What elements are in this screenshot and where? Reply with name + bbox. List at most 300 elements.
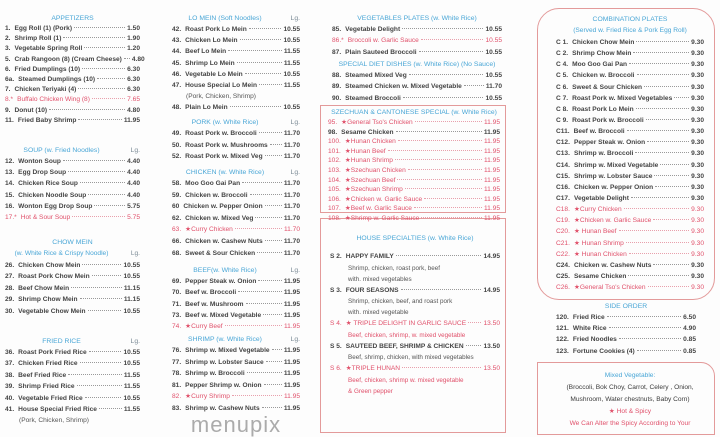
item-number: S 4. [330, 320, 342, 327]
item-number: 16. [5, 202, 15, 210]
dot-leader [232, 395, 282, 396]
section-fried-rice [5, 335, 140, 427]
dot-leader [272, 349, 282, 350]
section-header [5, 335, 140, 347]
dot-leader [225, 325, 282, 326]
dot-leader [240, 39, 282, 40]
item-number: C22. [556, 250, 570, 258]
item-name: Chicken w. Mixed Veg [185, 214, 254, 222]
item-number: S 3. [330, 286, 342, 294]
item-number: 74. [172, 323, 182, 331]
dot-leader [264, 384, 282, 385]
menu-item [556, 70, 704, 81]
menu-item [332, 24, 502, 35]
menu-item [5, 34, 140, 44]
item-name: Chicken w. Pepper Onion [183, 203, 263, 211]
item-number: C19. [556, 217, 570, 225]
item-name: Chicken Lo Mein [185, 37, 238, 45]
dot-leader [409, 74, 484, 75]
item-name: Sweet & Sour Chicken [185, 249, 256, 257]
menu-item [172, 69, 300, 80]
item-price: 11.95 [483, 166, 500, 174]
menu-item [556, 171, 704, 182]
menu-item [5, 156, 140, 167]
item-number: C 5. [556, 72, 569, 80]
item-price: 9.30 [691, 228, 704, 236]
item-number: 78. [172, 370, 182, 377]
item-price: 11.95 [483, 147, 500, 155]
item-name: Sesame Chicken [341, 128, 394, 136]
item-price: 10.55 [123, 262, 140, 269]
dot-leader [88, 194, 125, 195]
menu-item [328, 204, 500, 214]
dot-leader [247, 372, 282, 373]
item-price: 11.95 [283, 370, 300, 377]
dot-leader [266, 361, 282, 362]
item-number: 28. [5, 284, 15, 292]
item-name: Chicken w. Broccoli [185, 191, 248, 199]
item-name: Wonton Soup [18, 158, 61, 165]
item-price: 11.55 [283, 81, 300, 89]
item-description: with. mixed vegetable [348, 309, 409, 316]
item-number: 73. [172, 311, 182, 319]
section-title: APPETIZERS [51, 14, 94, 22]
item-number: C20. [556, 228, 570, 236]
item-price: 5.75 [127, 213, 140, 221]
item-name: ★Shrimp w. Garlic Sauce [344, 214, 420, 222]
dot-leader [421, 39, 484, 40]
item-number: 2. [5, 35, 11, 43]
menu-item [5, 190, 140, 201]
item-number: 122. [556, 336, 569, 344]
menu-item [172, 128, 300, 140]
section-title: VEGETABLES PLATES (w. White Rice) [357, 14, 477, 22]
dot-leader [415, 121, 482, 122]
item-number: C24. [556, 261, 570, 269]
item-price: 4.40 [127, 169, 140, 177]
item-price: 0.85 [683, 347, 696, 355]
dot-leader [230, 106, 282, 107]
dot-leader [627, 130, 690, 131]
menu-item [5, 201, 140, 212]
item-name: Shrimp w. Lobster Sauce [573, 172, 653, 180]
item-name: ★Curry Beef [185, 323, 223, 331]
item-number: 89. [332, 83, 342, 91]
item-number: C 2. [556, 50, 569, 58]
dot-leader [72, 216, 125, 217]
item-name: Egg Drop Soup [18, 169, 67, 177]
menu-item [5, 347, 140, 358]
item-number: C26. [556, 284, 570, 292]
item-name: Beef w. Broccoli [185, 289, 237, 297]
item-name: Shrimp w. Mixed Vegetable [185, 347, 270, 354]
section-header [330, 225, 500, 251]
item-price: 6.30 [127, 65, 140, 73]
dot-leader [402, 28, 483, 29]
dot-leader [637, 74, 690, 75]
mixed-vegetable-line: Mushroom, Water chestnuts, Baby Corn) [570, 396, 690, 403]
item-price: 14.95 [483, 253, 500, 260]
dot-leader [124, 58, 130, 59]
menu-item [172, 299, 300, 310]
item-name: Broccoli w. Garlic Sauce [347, 37, 419, 45]
item-number: 39. [5, 383, 15, 391]
item-name: ★TRIPLE HUNAN [345, 365, 401, 372]
item-name: House Special Fried Rice [18, 405, 97, 413]
menu-item [5, 271, 140, 282]
item-number: 104. [328, 176, 341, 184]
item-price: 10.55 [485, 94, 502, 102]
menu-item [172, 102, 300, 113]
menu-item [172, 178, 300, 190]
item-price: 11.95 [283, 289, 300, 297]
item-price: 11.70 [283, 180, 300, 187]
item-price: 9.30 [691, 105, 704, 113]
item-price: 11.95 [483, 205, 500, 213]
item-name: Chicken w. Pepper Onion [573, 183, 654, 191]
menu-item [556, 260, 704, 271]
item-number: S 2. [330, 253, 342, 260]
item-price: 9.30 [691, 272, 704, 280]
item-price: 11.95 [283, 278, 300, 285]
item-name: Pepper Steak w. Onion [185, 278, 257, 285]
dot-leader [259, 84, 282, 85]
menu-item [5, 55, 145, 65]
mixed-vegetable-line: (Broccoli, Bok Choy, Carrot, Celery , Onion, [566, 384, 694, 391]
section-chow-mein [5, 236, 140, 317]
dot-leader [270, 144, 282, 145]
menu-item [330, 363, 500, 375]
item-number: 106. [328, 195, 341, 203]
item-name: Sweet & Sour Chicken [572, 83, 643, 91]
section-header [172, 12, 300, 24]
item-number: 14. [5, 180, 15, 188]
item-number: 60 [172, 203, 180, 211]
section-title: PORK (w. White Rice) [191, 118, 259, 126]
dot-leader [402, 367, 481, 368]
dot-leader [257, 252, 282, 253]
section-title: SZECHUAN & CANTONESE SPECIAL (w. White Rice) [331, 108, 497, 116]
dot-leader [99, 408, 122, 409]
menu-item [330, 251, 500, 263]
section-header [5, 236, 140, 248]
item-number: 95. [328, 119, 338, 126]
dot-leader [92, 98, 125, 99]
item-number: 1. [5, 25, 11, 32]
dot-leader [78, 119, 121, 120]
section-header [556, 300, 696, 312]
menu-item [5, 65, 140, 75]
item-name: Egg Roll (1) (Pork) [14, 25, 73, 32]
item-price: 6.50 [683, 314, 696, 321]
item-price: 11.70 [283, 214, 300, 222]
dot-leader [674, 97, 689, 98]
item-name: Fried Dumplings (10) [14, 65, 81, 73]
item-name: Shrimp w. Broccoli [573, 150, 634, 158]
item-price: 11.55 [283, 59, 300, 67]
item-price: 11.55 [123, 405, 140, 413]
item-price: 9.30 [691, 217, 704, 225]
item-name: Crab Rangoon (8) (Cream Cheese) [14, 55, 122, 63]
dot-leader [97, 78, 125, 79]
menu-item [172, 380, 300, 392]
menu-item [332, 70, 502, 81]
mixed-vegetable-title: Mixed Vegetable: [604, 372, 656, 379]
item-price: 10.55 [283, 26, 300, 33]
item-name: Roast Pork w. Broccoli [572, 116, 644, 124]
dot-leader [607, 316, 681, 317]
section-side-order [556, 300, 696, 357]
section-title: CHOW MEIN [52, 238, 93, 246]
item-number: 102. [328, 157, 341, 165]
dot-leader [626, 242, 689, 243]
menu-item [556, 323, 696, 334]
item-name: Chicken Chow Mein [18, 262, 81, 269]
section-title: FRIED RICE [42, 337, 81, 345]
dot-leader [660, 164, 689, 165]
item-number: 108. [328, 214, 341, 222]
item-name: Roast Pork w. Broccoli [185, 130, 257, 137]
dot-leader [84, 47, 125, 48]
menu-item [5, 167, 140, 178]
dot-leader [245, 73, 282, 74]
item-price: 11.70 [283, 249, 300, 257]
item-price: 11.55 [283, 48, 300, 56]
item-name: Fried Noodles [572, 336, 617, 344]
section-header [332, 58, 502, 70]
dot-leader [648, 286, 690, 287]
item-number: 26. [5, 262, 15, 269]
dot-leader [265, 240, 282, 241]
item-price: 11.95 [483, 119, 500, 126]
menu-item [556, 215, 704, 226]
dot-leader [646, 119, 689, 120]
menu-item [172, 224, 300, 236]
size-label: Lg. [290, 335, 300, 343]
dot-leader [94, 205, 125, 206]
item-number: C16. [556, 183, 570, 191]
item-price: 1.90 [127, 35, 140, 43]
item-name: ★Curry Shrimp [185, 393, 230, 400]
dot-leader [85, 397, 122, 398]
item-name: ★Curry Chicken [573, 206, 622, 214]
size-label: Lg. [290, 168, 300, 176]
menu-item [5, 106, 140, 116]
item-number: 69. [172, 278, 182, 285]
item-price: 9.30 [691, 94, 704, 102]
item-name: Fortune Cookies (4) [572, 347, 635, 355]
item-number: 59. [172, 191, 182, 199]
menu-item [556, 282, 704, 293]
item-number: 44. [172, 48, 182, 56]
menu-item [332, 93, 502, 104]
item-price: 11.55 [123, 371, 140, 379]
dot-leader [68, 171, 125, 172]
item-price: 7.65 [127, 96, 140, 104]
item-number: 48. [172, 104, 182, 112]
menu-item [172, 368, 300, 380]
item-number: S 5. [330, 342, 342, 350]
dot-leader [255, 217, 281, 218]
dot-leader [629, 253, 689, 254]
item-name: Roast Pork w. Mixed Veg [185, 153, 263, 160]
item-name: Roast Pork Lo Mein [572, 105, 634, 113]
dot-leader [654, 175, 689, 176]
menu-item [328, 166, 500, 176]
item-price: 11.95 [483, 186, 500, 194]
item-name: ★Hunan Beef [344, 147, 386, 155]
menu-item [556, 182, 704, 193]
item-price: 13.50 [483, 342, 500, 350]
item-price: 9.30 [691, 139, 704, 147]
menu-item [556, 204, 704, 215]
item-number: 43. [172, 37, 182, 45]
item-price: 11.15 [123, 284, 140, 292]
section-combination [556, 13, 704, 293]
dot-leader [228, 50, 282, 51]
item-price: 9.30 [691, 239, 704, 247]
item-price: 11.70 [283, 203, 300, 211]
item-price: 4.90 [683, 325, 696, 333]
item-name: Plain Lo Mein [185, 104, 228, 112]
menu-item [332, 35, 502, 46]
menu-item [330, 318, 500, 330]
item-price: 9.30 [691, 61, 704, 69]
menu-item [328, 156, 500, 166]
item-name: ★General Tso's Chicken [341, 119, 413, 126]
section-title: SHRIMP (w. White Rice) [188, 335, 262, 343]
item-price: 11.70 [283, 191, 300, 199]
item-number: 30. [5, 307, 15, 315]
section-title: CHICKEN (w. White Rice) [185, 168, 265, 176]
section-header [556, 13, 704, 25]
menu-item [328, 118, 500, 128]
item-number: 85. [332, 26, 342, 33]
item-name: Fried Rice [572, 314, 605, 321]
item-number: 70. [172, 289, 182, 297]
item-price: 11.70 [283, 153, 300, 160]
menu-item [172, 357, 300, 369]
item-price: 14.95 [483, 286, 500, 294]
item-price: 1.20 [127, 45, 140, 53]
menu-item [5, 178, 140, 189]
dot-leader [49, 109, 125, 110]
item-name: White Rice [572, 325, 607, 333]
item-name: SAUTEED BEEF, SHRIMP & CHICKEN [345, 342, 464, 350]
item-price: 11.95 [483, 176, 500, 184]
item-price: 9.30 [691, 183, 704, 191]
dot-leader [237, 62, 282, 63]
menu-item [5, 95, 140, 105]
dot-leader [92, 275, 122, 276]
dot-leader [80, 362, 122, 363]
menu-item [332, 81, 502, 92]
section-title: SIDE ORDER [604, 302, 648, 310]
dot-leader [395, 159, 482, 160]
item-price: 11.95 [283, 323, 300, 331]
section-title: SPECIAL DIET DISHES (w. White Rice) (No Sauce) [338, 60, 496, 68]
menu-item [556, 160, 704, 171]
item-number: 90. [332, 94, 342, 102]
dot-leader [259, 132, 282, 133]
menupix-watermark: menupix [190, 412, 282, 437]
item-name: Roast Pork Fried Rice [18, 349, 87, 356]
item-number: 40. [5, 394, 15, 402]
item-name: Shrimp w. Lobster Sauce [185, 358, 264, 366]
menu-item [172, 140, 300, 152]
menu-item [328, 195, 500, 205]
menu-item [172, 201, 300, 213]
item-price: 4.40 [127, 180, 140, 188]
item-number: C 6. [556, 83, 569, 91]
item-price: 11.95 [483, 195, 500, 203]
item-name: Steamed Dumplings (10) [18, 75, 96, 83]
section-vegetable-plates [332, 12, 502, 58]
item-name: ★General Tso's Chicken [573, 284, 646, 292]
menu-item [556, 126, 704, 137]
item-name: ★Szechuan Shrimp [344, 186, 403, 194]
menu-item [328, 185, 500, 195]
item-price: 11.95 [283, 358, 300, 366]
item-price: 9.30 [691, 150, 704, 158]
item-name: Fried Baby Shrimp [17, 116, 77, 124]
dot-leader [71, 287, 122, 288]
menu-item [5, 294, 140, 305]
item-name: ★ TRIPLE DELIGHT IN GARLIC SAUCE [345, 320, 467, 327]
item-price: 9.30 [691, 128, 704, 136]
item-name: Vegetable Delight [573, 194, 629, 202]
item-number: C12. [556, 139, 570, 147]
section-soup [5, 144, 140, 223]
menu-item [556, 37, 704, 48]
item-name: ★Beef w. Garlic Sauce [344, 205, 412, 213]
item-name: Shrimp w. Cashew Nuts [185, 404, 260, 412]
menu-item [172, 248, 300, 260]
dot-leader [421, 217, 482, 218]
dot-leader [635, 152, 689, 153]
item-number: 120. [556, 314, 569, 321]
item-name: Chicken Chow Mein [572, 39, 635, 46]
item-price: 11.95 [483, 214, 500, 222]
item-price: 10.55 [485, 26, 502, 33]
item-number: 83. [172, 404, 182, 412]
item-number: C13. [556, 150, 570, 158]
dot-leader [633, 52, 689, 53]
dot-leader [258, 280, 281, 281]
item-number: 29. [5, 296, 15, 304]
section-header [172, 166, 300, 178]
item-name: Moo Goo Gai Pan [185, 180, 241, 187]
item-number: C 9. [556, 116, 569, 124]
item-name: ★ Hunan Chicken [573, 250, 627, 258]
section-shrimp [172, 333, 300, 414]
item-number: 9. [5, 106, 11, 114]
dot-leader [63, 160, 125, 161]
item-number: 12. [5, 158, 15, 165]
item-name: HAPPY FAMILY [345, 253, 394, 260]
menu-item [328, 147, 500, 157]
menu-item [556, 93, 704, 104]
dot-leader [263, 314, 282, 315]
item-price: 1.50 [127, 25, 140, 32]
dot-leader [401, 289, 482, 290]
item-price: 11.95 [483, 157, 500, 165]
menu-item [556, 148, 704, 159]
item-name: Moo Goo Gai Pan [572, 61, 628, 69]
item-name: Vegetable Lo Mein [185, 70, 243, 78]
item-price: 0.85 [683, 336, 696, 344]
menu-item [5, 306, 140, 317]
